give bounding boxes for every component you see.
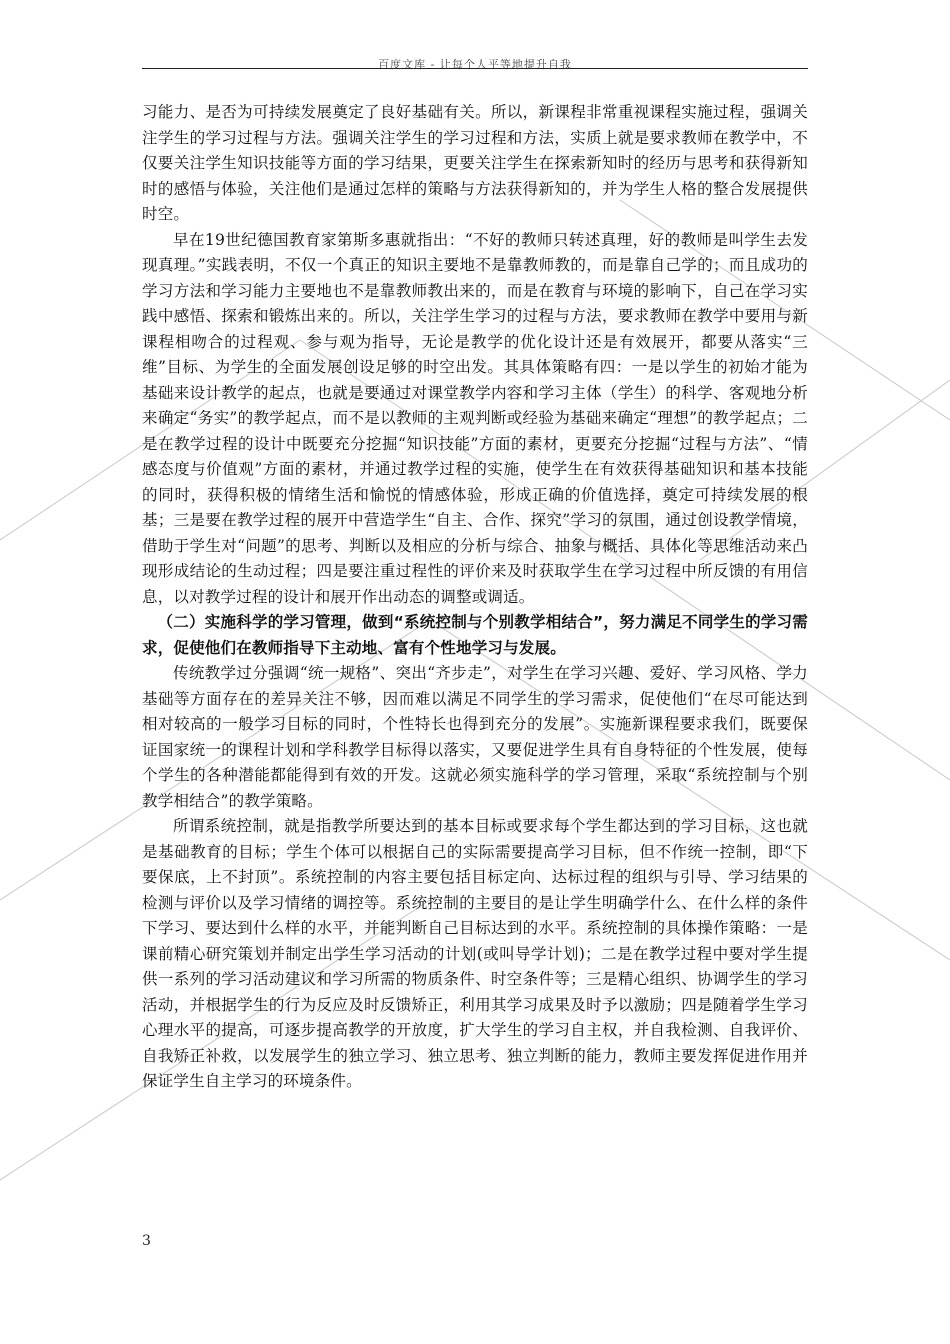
header-divider	[142, 68, 808, 69]
paragraph-diesterweg-quote: 早在19世纪德国教育家第斯多惠就指出：“不好的教师只转述真理，好的教师是叫学生去发现真理。”实践表明，不仅一个真正的知识主要地不是靠教师教的，而是靠自己学的；而且成功的学习方法和学习能力主要地也不是靠教师教出来的，而是在教育与环境的影响下，自己在学习实践中感悟、探索和锻炼出来的。所以，关注学生学习的过程与方法，要求教师在教学中要用与新课程相吻合的过程观、参与观为指导，无论是教学的优化设计还是有效展开，都要从落实“三维”目标、为学生的全面发展创设足够的时空出发。其具体策略有四：一是以学生的初始才能为基础来设计教学的起点，也就是要通过对课堂教学内容和学习主体（学生）的科学、客观地分析来确定“务实”的教学起点，而不是以教师的主观判断或经验为基础来确定“理想”的教学起点；二是在教学过程的设计中既要充分挖掘“知识技能”方面的素材，更要充分挖掘“过程与方法”、“情感态度与价值观”方面的素材，并通过教学过程的实施，使学生在有效获得基础知识和基本技能的同时，获得积极的情绪生活和愉悦的情感体验，形成正确的价值选择，奠定可持续发展的根基；三是要在教学过程的展开中营造学生“自主、合作、探究”学习的氛围，通过创设教学情境，借助于学生对“问题”的思考、判断以及相应的分析与综合、抽象与概括、具体化等思维活动来凸现形成结论的生动过程；四是要注重过程性的评价来及时获取学生在学习过程中所反馈的有用信息，以对教学过程的设计和展开作出动态的调整或调适。	[142, 230, 808, 606]
paragraph-traditional-teaching: 传统教学过分强调“统一规格”、突出“齐步走”，对学生在学习兴趣、爱好、学习风格、学力基础等方面存在的差异关注不够，因而难以满足不同学生的学习需求，促使他们“在尽可能达到相对较高的一般学习目标的同时，个性特长也得到充分的发展”。实施新课程要求我们，既要保证国家统一的课程计划和学科教学目标得以落实，又要促进学生具有自身特征的个性发展，使每个学生的各种潜能都能得到有效的开发。这就必须实施科学的学习管理，采取“系统控制与个别教学相结合”的教学策略。	[142, 664, 808, 810]
paragraph-continuation: 习能力、是否为可持续发展奠定了良好基础有关。所以，新课程非常重视课程实施过程，强调关注学生的学习过程与方法。强调关注学生的学习过程和方法，实质上就是要求教师在教学中，不仅要关注学生知识技能等方面的学习结果，更要关注学生在探索新知时的经历与思考和获得新知时的感悟与体验，关注他们是通过怎样的策略与方法获得新知的，并为学生人格的整合发展提供时空。	[142, 103, 808, 223]
section-heading-2: （二）实施科学的学习管理，做到“系统控制与个别教学相结合”，努力满足不同学生的学习需求，促使他们在教师指导下主动地、富有个性地学习与发展。	[142, 613, 808, 657]
paragraph-system-control: 所谓系统控制，就是指教学所要达到的基本目标或要求每个学生都达到的学习目标，这也就是基础教育的目标；学生个体可以根据自己的实际需要提高学习目标，但不作统一控制，即“下要保底，上不封顶”。系统控制的内容主要包括目标定向、达标过程的组织与引导、学习结果的检测与评价以及学习情绪的调控等。系统控制的主要目的是让学生明确学什么、在什么样的条件下学习、要达到什么样的水平，并能判断自己目标达到的水平。系统控制的具体操作策略：一是课前精心研究策划并制定出学生学习活动的计划(或叫导学计划)；二是在教学过程中要对学生提供一系列的学习活动建议和学习所需的物质条件、时空条件等；三是精心组织、协调学生的学习活动，并根据学生的行为反应及时反馈矫正，利用其学习成果及时予以激励；四是随着学生学习心理水平的提高，可逐步提高教学的开放度，扩大学生的学习自主权，并自我检测、自我评价、自我矫正补救，以发展学生的独立学习、独立思考、独立判断的能力，教师主要发挥促进作用并保证学生自主学习的环境条件。	[142, 817, 808, 1090]
document-body	[142, 100, 808, 1095]
page-header: 百度文库 - 让每个人平等地提升自我	[378, 58, 572, 71]
page-number: 3	[142, 1233, 151, 1249]
